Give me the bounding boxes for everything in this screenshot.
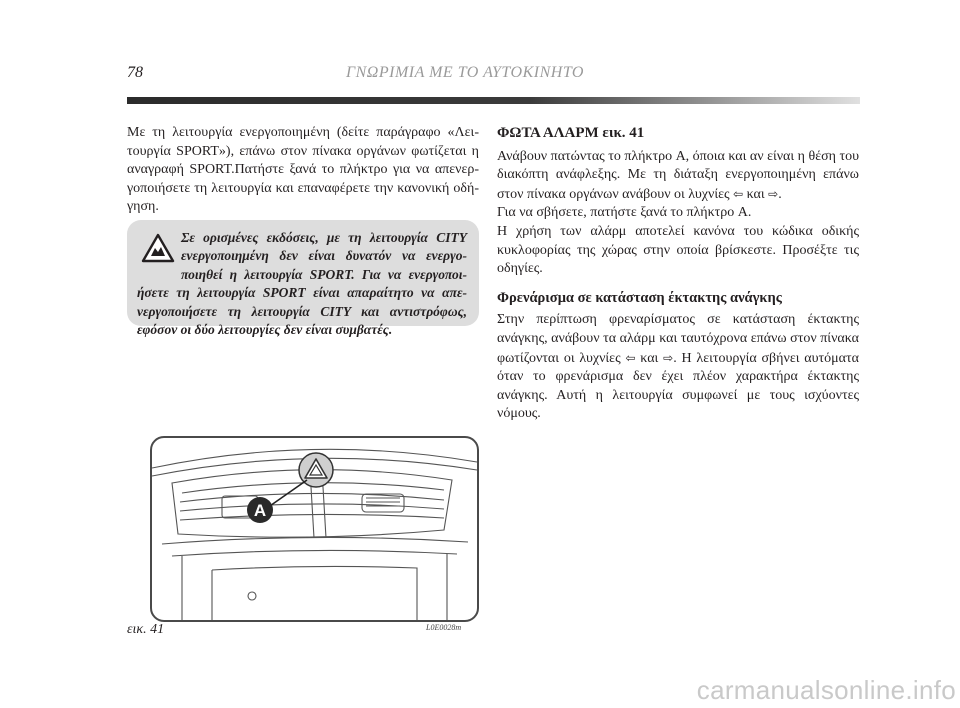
watermark: carmanualsonline.info	[696, 675, 956, 705]
warning-box	[127, 220, 479, 338]
page-number: 78	[127, 64, 143, 81]
dashboard-illustration	[152, 438, 477, 620]
header-rule	[127, 97, 860, 104]
section-paragraph-1: Ανάβουν πατώντας το πλήκτρο A, όποια και αν είναι η θέση του διακόπτη ανάφλεξης. Με τη διάταξη ενεργοποιημένη επάνω στον πίνακα οργάνων ανάβουν οι λυχνίες ⇦ και ⇨.	[497, 148, 859, 202]
hazard-left-arrow-icon: ⇦	[625, 350, 636, 365]
subsection-paragraph: Στην περίπτωση φρεναρίσματος σε κατάσταση έκτακτης ανάγκης, ανάβουν τα αλάρμ και ταυτόχρονα επάνω στον πίνακα φωτίζονται οι λυχνίες ⇦ και ⇨. Η λειτουργία σβήνει αυτόματα όταν το φρενάρισμα δεν έχει πλέον χαρακτήρα έκτακτης ανάγκης. Αυτή η λειτουργία συμφωνεί με τους ισχύοντες νόμους.	[497, 312, 859, 422]
figure-frame	[150, 436, 479, 622]
running-title: ΓΝΩΡΙΜΙΑ ΜΕ ΤΟ ΑΥΤΟΚΙΝΗΤΟ	[346, 64, 584, 81]
subsection-title: Φρενάρισμα σε κατάσταση έκτακτης ανάγκης	[497, 289, 782, 306]
section-paragraph-2: Για να σβήσετε, πατήστε ξανά το πλήκτρο A.	[497, 205, 752, 221]
left-column	[127, 124, 479, 217]
right-column	[497, 124, 859, 424]
figure-caption: εικ. 41	[127, 622, 165, 637]
hazard-right-arrow-icon: ⇨	[768, 186, 779, 201]
callout-label: A	[253, 501, 267, 520]
figure-code: L0E0028m	[426, 623, 462, 632]
section-title: ΦΩΤΑ ΑΛΑΡΜ εικ. 41	[497, 125, 645, 141]
hazard-left-arrow-icon: ⇦	[733, 186, 744, 201]
section-paragraph-3: Η χρήση των αλάρμ αποτελεί κανόνα του κώδικα οδικής κυκλοφορίας της χώρας στην οποία βρίσκεστε. Προσέξτε τις οδηγίες.	[497, 223, 859, 277]
intro-paragraph: Με τη λειτουργία ενεργοποιημένη (δείτε παράγραφο «Λει-τουργία SPORT»), επάνω στον πίνακα οργάνων φωτίζεται η αναγραφή SPORT.Πατήστε ξανά το πλήκτρο για να απενερ-γοποιήσετε τη λειτουργία και επαναφέρετε την κανονική οδή-γηση.	[127, 125, 479, 215]
hazard-right-arrow-icon: ⇨	[663, 350, 674, 365]
warning-text: Σε ορισμένες εκδόσεις, με τη λειτουργία CITY ενεργοποιημένη δεν είναι δυνατόν να ενεργο-ποιηθεί η λειτουργία SPORT. Για να ενεργοποι-ήσετε τη λειτουργία SPORT είναι απαραίτητο να απε-νεργοποιήσετε τη λειτουργία CITY και αντιστρόφως, εφόσον οι δύο λειτουργίες δεν είναι συμβατές.	[137, 230, 467, 338]
